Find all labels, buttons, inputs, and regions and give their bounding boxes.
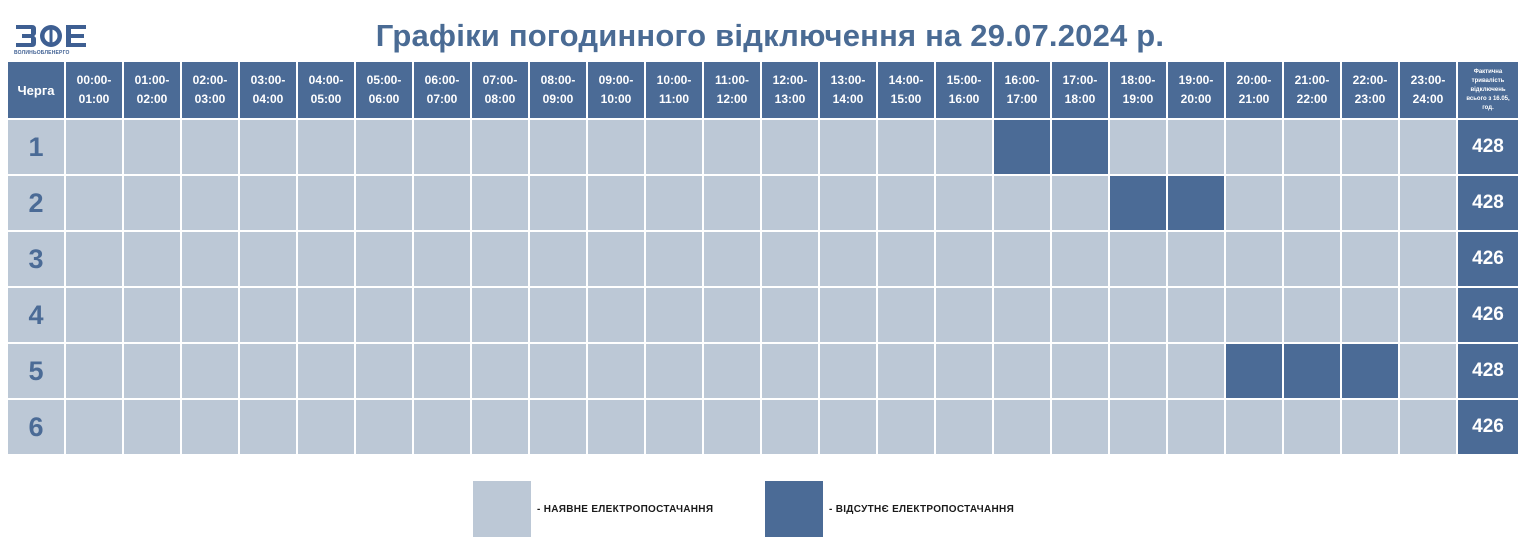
hour-header-part: 20:00 [1180,92,1212,106]
power-available-cell [298,232,354,286]
hour-column-header [704,62,760,118]
power-available-cell [530,232,586,286]
hour-column-header [878,62,934,118]
power-available-cell [704,344,760,398]
power-available-cell [182,400,238,454]
hour-header-part: 00:00- [76,73,112,87]
power-available-cell [762,344,818,398]
power-available-cell [240,344,296,398]
hour-header-part: 10:00- [656,73,692,87]
power-available-cell [182,176,238,230]
power-available-cell [820,400,876,454]
queue-number: 1 [8,120,64,174]
hour-header-part: 02:00- [192,73,228,87]
hour-column-header [994,62,1050,118]
power-available-cell [704,120,760,174]
power-available-cell [1110,120,1166,174]
hour-header-part: 22:00- [1352,73,1388,87]
power-available-cell [820,288,876,342]
table-row [8,288,1518,342]
total-duration-value: 428 [1458,120,1518,174]
power-available-cell [1284,120,1340,174]
power-available-cell [414,344,470,398]
hour-column-header [936,62,992,118]
power-available-cell [298,176,354,230]
total-header-part: тривалість [1471,77,1505,84]
outage-cell [1168,176,1224,230]
power-available-cell [1110,400,1166,454]
power-available-cell [1226,176,1282,230]
hour-column-header [588,62,644,118]
power-available-cell [1052,400,1108,454]
power-available-cell [1226,232,1282,286]
power-available-cell [646,400,702,454]
hour-column-header [356,62,412,118]
table-row [8,400,1518,454]
power-available-cell [66,176,122,230]
hour-header-part: 21:00- [1294,73,1330,87]
power-available-cell [1226,400,1282,454]
hour-header-part: 02:00 [136,92,168,106]
hour-column-header [1400,62,1456,118]
power-available-cell [1168,120,1224,174]
power-available-cell [878,288,934,342]
hour-header-part: 22:00 [1296,92,1328,106]
hour-header-part: 07:00 [426,92,458,106]
total-duration-value: 428 [1458,344,1518,398]
queue-number: 2 [8,176,64,230]
hour-header-part: 14:00- [888,73,924,87]
hour-header-part: 05:00- [366,73,402,87]
power-available-cell [1400,400,1456,454]
power-available-cell [530,400,586,454]
power-available-cell [704,176,760,230]
hour-header-part: 04:00 [252,92,284,106]
power-available-cell [1110,232,1166,286]
power-available-cell [356,400,412,454]
hour-header-part: 17:00 [1006,92,1038,106]
hour-header-part: 11:00- [714,73,750,87]
power-available-cell [994,344,1050,398]
hour-header-part: 18:00- [1120,73,1156,87]
power-available-cell [704,400,760,454]
power-available-cell [1284,400,1340,454]
hour-header-part: 23:00 [1354,92,1386,106]
outage-cell [1110,176,1166,230]
power-available-cell [704,232,760,286]
queue-number: 4 [8,288,64,342]
table-row [8,176,1518,230]
power-available-cell [762,232,818,286]
hour-header-part: 01:00- [134,73,170,87]
power-available-cell [240,176,296,230]
power-available-cell [762,400,818,454]
power-available-cell [1342,120,1398,174]
hour-header-part: 01:00 [78,92,110,106]
company-logo [14,22,88,58]
power-available-cell [356,288,412,342]
power-available-cell [936,400,992,454]
power-available-cell [298,344,354,398]
power-available-cell [472,288,528,342]
power-available-cell [414,288,470,342]
power-available-cell [124,120,180,174]
power-available-cell [994,176,1050,230]
power-available-cell [878,120,934,174]
hour-header-part: 03:00- [250,73,286,87]
power-available-cell [472,400,528,454]
power-available-cell [1052,176,1108,230]
power-available-cell [1110,344,1166,398]
power-available-cell [1342,400,1398,454]
hour-header-part: 19:00- [1178,73,1214,87]
power-available-cell [1284,176,1340,230]
outage-cell [1284,344,1340,398]
power-available-cell [298,400,354,454]
power-available-cell [124,344,180,398]
power-available-cell [1052,344,1108,398]
power-available-cell [878,232,934,286]
total-header-part: всього з 16.05, [1466,95,1510,102]
power-available-cell [762,288,818,342]
power-available-cell [646,120,702,174]
power-available-cell [182,120,238,174]
power-available-cell [1400,120,1456,174]
power-available-cell [1168,232,1224,286]
hour-header-part: 15:00 [890,92,922,106]
power-available-cell [124,232,180,286]
power-available-cell [588,344,644,398]
power-available-cell [588,400,644,454]
power-available-cell [588,176,644,230]
hour-column-header [1226,62,1282,118]
power-available-cell [240,232,296,286]
hour-header-part: 23:00- [1410,73,1446,87]
hour-header-part: 16:00- [1004,73,1040,87]
power-available-cell [472,232,528,286]
outage-cell [1342,344,1398,398]
power-available-cell [936,288,992,342]
power-available-cell [414,120,470,174]
power-available-cell [1168,344,1224,398]
legend-available-label: - НАЯВНЕ ЕЛЕКТРОПОСТАЧАННЯ [537,503,714,515]
power-available-cell [936,232,992,286]
power-available-cell [762,120,818,174]
table-row [8,120,1518,174]
power-available-cell [1400,232,1456,286]
hour-column-header [1342,62,1398,118]
hour-header-part: 19:00 [1122,92,1154,106]
total-duration-value: 428 [1458,176,1518,230]
power-available-cell [124,176,180,230]
queue-column-header: Черга [8,62,64,118]
power-available-cell [994,232,1050,286]
hour-column-header [1284,62,1340,118]
hour-header-part: 14:00 [832,92,864,106]
table-header-row [8,62,1518,118]
power-available-cell [936,344,992,398]
hour-column-header [646,62,702,118]
hour-header-part: 09:00- [598,73,634,87]
hour-column-header [298,62,354,118]
power-available-cell [1052,232,1108,286]
zoe-logo-icon [14,22,88,50]
hour-header-part: 08:00- [540,73,576,87]
power-available-cell [298,120,354,174]
power-available-cell [704,288,760,342]
hour-column-header [820,62,876,118]
hour-header-part: 03:00 [194,92,226,106]
power-available-cell [646,288,702,342]
power-available-cell [1284,288,1340,342]
power-available-cell [820,176,876,230]
power-available-cell [530,176,586,230]
hour-header-part: 15:00- [946,73,982,87]
power-available-cell [1400,288,1456,342]
power-available-cell [936,120,992,174]
queue-number: 5 [8,344,64,398]
power-available-cell [356,176,412,230]
hour-column-header [66,62,122,118]
power-available-cell [182,288,238,342]
hour-header-part: 12:00 [716,92,748,106]
power-available-cell [646,344,702,398]
table-row [8,344,1518,398]
hour-header-part: 13:00 [774,92,806,106]
power-available-cell [588,288,644,342]
power-available-cell [878,344,934,398]
power-available-cell [936,176,992,230]
hour-header-part: 10:00 [600,92,632,106]
power-available-cell [66,120,122,174]
power-available-cell [414,176,470,230]
power-available-cell [762,176,818,230]
power-available-cell [820,120,876,174]
power-available-cell [472,176,528,230]
power-available-cell [66,400,122,454]
hour-column-header [1168,62,1224,118]
power-available-cell [1052,288,1108,342]
logo-subtitle: ВОЛИНЬОБЛЕНЕРГО [14,50,70,56]
hour-header-part: 04:00- [308,73,344,87]
power-available-cell [878,176,934,230]
total-duration-value: 426 [1458,288,1518,342]
legend-absent-swatch [765,481,823,537]
total-duration-column-header [1458,62,1518,118]
hour-column-header [762,62,818,118]
power-available-cell [588,120,644,174]
power-available-cell [1110,288,1166,342]
power-available-cell [66,288,122,342]
power-available-cell [1226,288,1282,342]
queue-number: 6 [8,400,64,454]
power-available-cell [1284,232,1340,286]
hour-column-header [414,62,470,118]
power-available-cell [240,400,296,454]
power-available-cell [1400,344,1456,398]
hour-header-part: 11:00 [658,92,690,106]
power-available-cell [588,232,644,286]
power-available-cell [994,288,1050,342]
power-available-cell [1400,176,1456,230]
power-available-cell [66,232,122,286]
power-available-cell [240,288,296,342]
hour-header-part: 05:00 [310,92,342,106]
hour-column-header [124,62,180,118]
power-available-cell [530,120,586,174]
hour-header-part: 12:00- [772,73,808,87]
outage-schedule-table [6,60,1520,456]
hour-header-part: 06:00- [424,73,460,87]
hour-column-header [240,62,296,118]
power-available-cell [414,400,470,454]
power-available-cell [994,400,1050,454]
hour-header-part: 08:00 [484,92,516,106]
legend-available [473,481,713,537]
hour-column-header [182,62,238,118]
legend-absent-label: - ВІДСУТНЄ ЕЛЕКТРОПОСТАЧАННЯ [829,503,1015,515]
power-available-cell [820,232,876,286]
outage-cell [994,120,1050,174]
power-available-cell [124,288,180,342]
power-available-cell [124,400,180,454]
page-title: Графіки погодинного відключення на 29.07.2024 р. [375,18,1165,53]
power-available-cell [66,344,122,398]
queue-number: 3 [8,232,64,286]
hour-column-header [1110,62,1166,118]
hour-header-part: 24:00 [1412,92,1444,106]
power-available-cell [878,400,934,454]
hour-header-part: 21:00 [1238,92,1270,106]
power-available-cell [1342,176,1398,230]
power-available-cell [646,232,702,286]
total-duration-value: 426 [1458,400,1518,454]
hour-header-part: 17:00- [1062,73,1098,87]
hour-header-part: 18:00 [1064,92,1096,106]
power-available-cell [530,288,586,342]
power-available-cell [530,344,586,398]
hour-column-header [1052,62,1108,118]
power-available-cell [1168,288,1224,342]
hour-header-part: 09:00 [542,92,574,106]
power-available-cell [472,344,528,398]
power-available-cell [356,232,412,286]
power-available-cell [820,344,876,398]
power-available-cell [182,344,238,398]
power-available-cell [1168,400,1224,454]
hour-header-part: 06:00 [368,92,400,106]
power-available-cell [1226,120,1282,174]
power-available-cell [414,232,470,286]
outage-cell [1226,344,1282,398]
power-available-cell [356,344,412,398]
table-row [8,232,1518,286]
hour-column-header [472,62,528,118]
power-available-cell [1342,288,1398,342]
hour-header-part: 16:00 [948,92,980,106]
power-available-cell [356,120,412,174]
power-available-cell [240,120,296,174]
total-header-part: год. [1482,104,1494,111]
legend-available-swatch [473,481,531,537]
power-available-cell [472,120,528,174]
hour-header-part: 07:00- [482,73,518,87]
outage-cell [1052,120,1108,174]
total-duration-value: 426 [1458,232,1518,286]
legend-absent [765,481,1014,537]
total-header-part: відключень [1470,86,1506,93]
power-available-cell [298,288,354,342]
power-available-cell [646,176,702,230]
power-available-cell [1342,232,1398,286]
power-available-cell [182,232,238,286]
hour-column-header [530,62,586,118]
table-body [8,120,1518,454]
total-header-part: Фактична [1473,68,1503,75]
hour-header-part: 20:00- [1236,73,1272,87]
hour-header-part: 13:00- [830,73,866,87]
